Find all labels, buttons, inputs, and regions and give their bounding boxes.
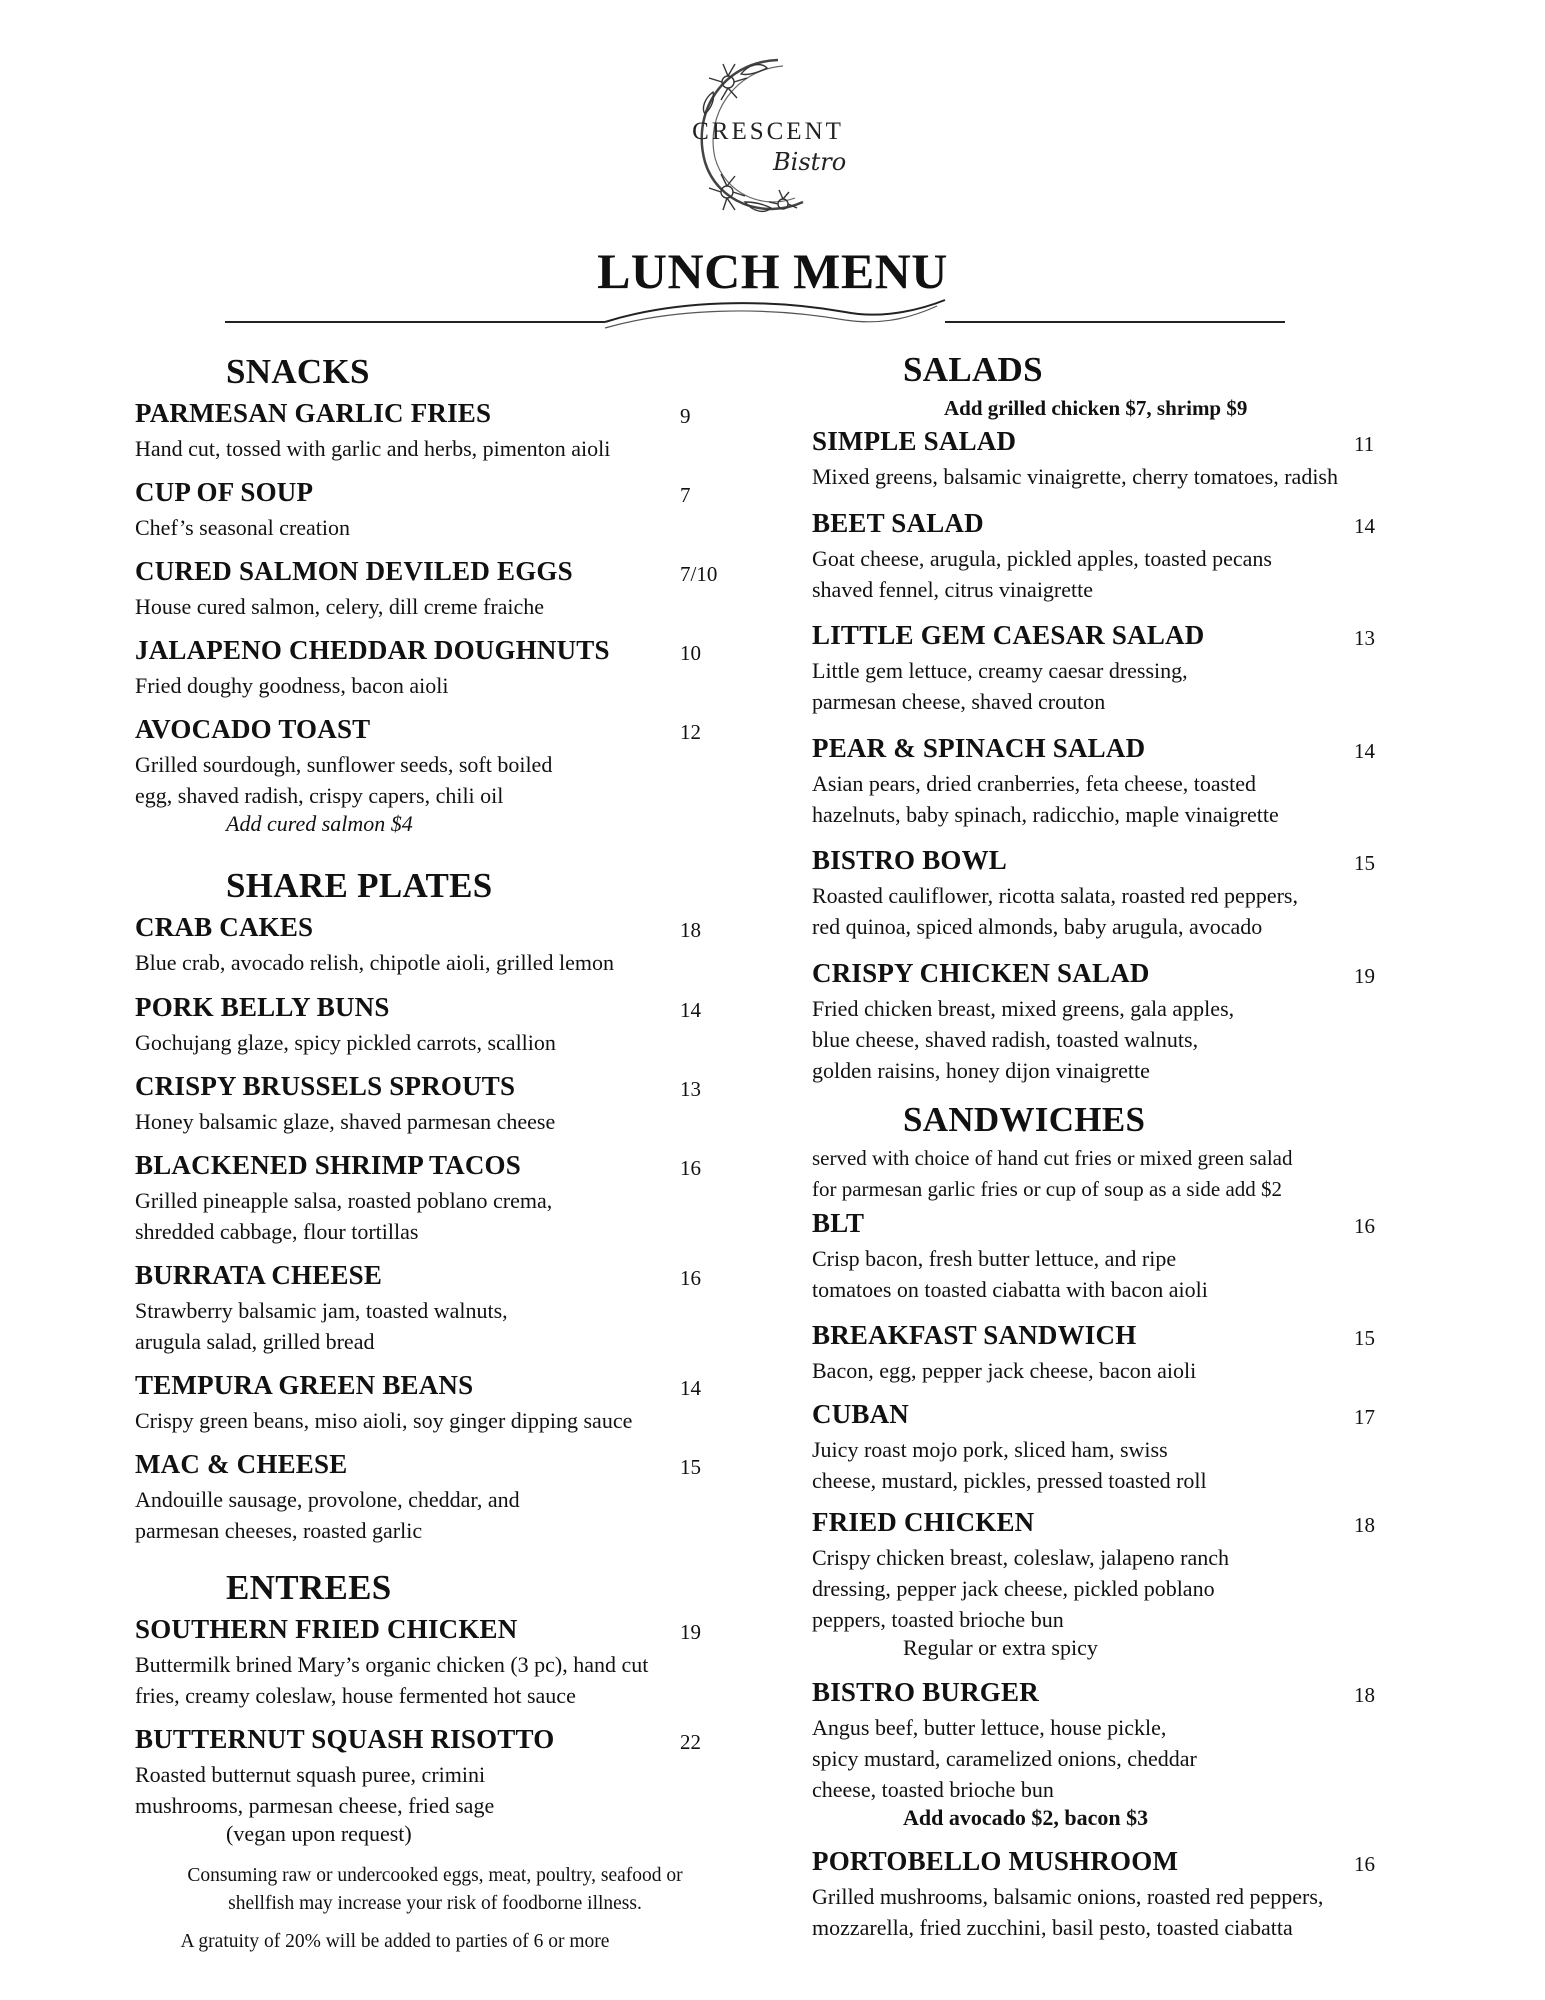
item-description: Juicy roast mojo pork, sliced ham, swiss cheese, mustard, pickles, pressed toasted roll (812, 1437, 1207, 1493)
item-name: BREAKFAST SANDWICH (812, 1320, 1137, 1350)
item-description: Andouille sausage, provolone, cheddar, and parmesan cheeses, roasted garlic (135, 1487, 520, 1543)
item-name: PORTOBELLO MUSHROOM (812, 1846, 1179, 1876)
item-name: MAC & CHEESE (135, 1449, 348, 1479)
item-description: Strawberry balsamic jam, toasted walnuts, arugula salad, grilled bread (135, 1298, 508, 1354)
item-name: JALAPENO CHEDDAR DOUGHNUTS (135, 635, 610, 665)
item-name: CRISPY CHICKEN SALAD (812, 958, 1150, 988)
item-name: PARMESAN GARLIC FRIES (135, 398, 492, 428)
item-addon: Add avocado $2, bacon $3 (903, 1805, 1149, 1830)
item-price: 18 (1354, 1513, 1375, 1537)
warning-line: Consuming raw or undercooked eggs, meat, poultry, seafood or (187, 1865, 683, 1886)
item-description: Gochujang glaze, spicy pickled carrots, scallion (135, 1030, 556, 1055)
item-price: 15 (680, 1455, 701, 1479)
item-description: Asian pears, dried cranberries, feta cheese, toasted hazelnuts, baby spinach, radicchio, maple vinaigrette (812, 771, 1279, 827)
item-description: Grilled sourdough, sunflower seeds, soft boiled egg, shaved radish, crispy capers, chili oil (135, 752, 553, 808)
item-price: 19 (680, 1620, 701, 1644)
item-name: FRIED CHICKEN (812, 1507, 1035, 1537)
item-price: 14 (1354, 514, 1375, 538)
item-description: Hand cut, tossed with garlic and herbs, pimenton aioli (135, 436, 611, 461)
item-description: Bacon, egg, pepper jack cheese, bacon aioli (812, 1358, 1197, 1383)
page-title: LUNCH MENU (597, 243, 948, 299)
item-description: Crisp bacon, fresh butter lettuce, and ripe tomatoes on toasted ciabatta with bacon aioli (812, 1246, 1208, 1302)
item-price: 7 (680, 483, 691, 507)
item-price: 15 (1354, 1326, 1375, 1350)
item-name: BISTRO BURGER (812, 1677, 1039, 1707)
item-description: Buttermilk brined Mary’s organic chicken (3 pc), hand cut fries, creamy coleslaw, house fermented hot sauce (135, 1652, 649, 1708)
item-price: 17 (1354, 1405, 1375, 1429)
logo-wordmark: CRESCENT (692, 118, 844, 145)
item-price: 15 (1354, 851, 1375, 875)
item-price: 16 (680, 1156, 701, 1180)
item-price: 18 (680, 918, 701, 942)
item-price: 22 (680, 1730, 701, 1754)
item-name: CUP OF SOUP (135, 477, 314, 507)
gratuity-note: A gratuity of 20% will be added to parties of 6 or more (180, 1931, 610, 1952)
warning-line: shellfish may increase your risk of foodborne illness. (228, 1893, 642, 1914)
item-description: Crispy green beans, miso aioli, soy ginger dipping sauce (135, 1408, 633, 1433)
item-addon: (vegan upon request) (226, 1821, 412, 1846)
item-name: CURED SALMON DEVILED EGGS (135, 556, 573, 586)
item-price: 14 (1354, 739, 1375, 763)
item-name: BUTTERNUT SQUASH RISOTTO (135, 1724, 555, 1754)
item-name: SIMPLE SALAD (812, 426, 1017, 456)
item-price: 18 (1354, 1683, 1375, 1707)
section-snacks-heading: SNACKS (226, 352, 370, 391)
item-description: Angus beef, butter lettuce, house pickle, spicy mustard, caramelized onions, cheddar cheese, toasted brioche bun (812, 1715, 1197, 1802)
item-price: 7/10 (680, 562, 718, 586)
item-description: Fried chicken breast, mixed greens, gala apples, blue cheese, shaved radish, toasted walnuts, golden raisins, honey dijon vinaigrette (812, 996, 1235, 1083)
item-addon: Regular or extra spicy (903, 1635, 1098, 1660)
item-description: Blue crab, avocado relish, chipotle aioli, grilled lemon (135, 950, 614, 975)
item-price: 19 (1354, 964, 1375, 988)
sandwiches-note: for parmesan garlic fries or cup of soup as a side add $2 (812, 1177, 1283, 1201)
food-safety-warning (135, 1862, 735, 1918)
item-description: Grilled pineapple salsa, roasted poblano crema, shredded cabbage, flour tortillas (135, 1188, 553, 1244)
section-share-plates-heading: SHARE PLATES (226, 866, 493, 905)
item-name: SOUTHERN FRIED CHICKEN (135, 1614, 518, 1644)
item-name: BEET SALAD (812, 508, 984, 538)
section-salads-heading: SALADS (903, 350, 1043, 389)
logo-script-text: Bistro (773, 148, 847, 176)
salads-addon-note: Add grilled chicken $7, shrimp $9 (944, 396, 1248, 420)
item-price: 12 (680, 720, 701, 744)
item-description: Grilled mushrooms, balsamic onions, roasted red peppers, mozzarella, fried zucchini, basil pesto, toasted ciabatta (812, 1884, 1324, 1940)
item-description: Goat cheese, arugula, pickled apples, toasted pecans shaved fennel, citrus vinaigrette (812, 546, 1272, 602)
item-name: CUBAN (812, 1399, 910, 1429)
sandwiches-note: served with choice of hand cut fries or mixed green salad (812, 1146, 1293, 1170)
item-price: 14 (680, 1376, 701, 1400)
item-price: 16 (1354, 1214, 1375, 1238)
item-name: LITTLE GEM CAESAR SALAD (812, 620, 1205, 650)
item-name: BISTRO BOWL (812, 845, 1008, 875)
item-price: 13 (680, 1077, 701, 1101)
section-entrees-heading: ENTREES (226, 1568, 392, 1607)
section-sandwiches-heading: SANDWICHES (903, 1100, 1146, 1139)
item-price: 16 (680, 1266, 701, 1290)
item-description: Roasted butternut squash puree, crimini mushrooms, parmesan cheese, fried sage (135, 1762, 495, 1818)
item-price: 16 (1354, 1852, 1375, 1876)
item-price: 9 (680, 404, 691, 428)
item-description: Chef’s seasonal creation (135, 515, 351, 540)
item-name: AVOCADO TOAST (135, 714, 371, 744)
item-description: House cured salmon, celery, dill creme fraiche (135, 594, 545, 619)
item-description: Fried doughy goodness, bacon aioli (135, 673, 449, 698)
item-price: 11 (1354, 432, 1375, 456)
title-divider (225, 298, 1325, 338)
item-description: Crispy chicken breast, coleslaw, jalapeno ranch dressing, pepper jack cheese, pickled poblano peppers, toasted brioche bun (812, 1545, 1230, 1632)
item-price: 13 (1354, 626, 1375, 650)
item-description: Little gem lettuce, creamy caesar dressing, parmesan cheese, shaved crouton (812, 658, 1188, 714)
item-name: BLACKENED SHRIMP TACOS (135, 1150, 521, 1180)
item-name: BURRATA CHEESE (135, 1260, 383, 1290)
item-name: CRISPY BRUSSELS SPROUTS (135, 1071, 516, 1101)
item-name: CRAB CAKES (135, 912, 314, 942)
item-description: Roasted cauliflower, ricotta salata, roasted red peppers, red quinoa, spiced almonds, baby arugula, avocado (812, 883, 1298, 939)
bistro-logo (683, 52, 853, 222)
item-price: 14 (680, 998, 701, 1022)
item-name: PEAR & SPINACH SALAD (812, 733, 1146, 763)
item-name: TEMPURA GREEN BEANS (135, 1370, 474, 1400)
item-addon: Add cured salmon $4 (226, 811, 413, 836)
item-name: PORK BELLY BUNS (135, 992, 390, 1022)
item-price: 10 (680, 641, 701, 665)
item-name: BLT (812, 1208, 865, 1238)
item-description: Honey balsamic glaze, shaved parmesan cheese (135, 1109, 556, 1134)
item-description: Mixed greens, balsamic vinaigrette, cherry tomatoes, radish (812, 464, 1338, 489)
